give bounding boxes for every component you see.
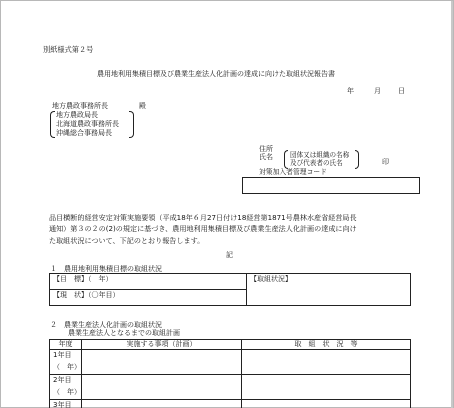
- status-cell[interactable]: 【取組状況】: [247, 274, 411, 306]
- section2-heading: ２ 農業生産法人化計画の取組状況: [50, 321, 162, 329]
- section1-heading: １ 農用地利用集積目標の取組状況: [50, 265, 162, 273]
- year-label: 3年目: [50, 400, 82, 408]
- date-year: 年: [347, 87, 354, 95]
- plan-cell[interactable]: [82, 350, 242, 375]
- left-bracket: [50, 111, 55, 138]
- year-sub-label: （ 年）: [50, 387, 82, 400]
- plan-cell[interactable]: [82, 400, 242, 408]
- body-paragraph: [49, 212, 437, 246]
- left-bracket: [284, 150, 288, 169]
- date-month: 月: [374, 87, 381, 95]
- status-cell[interactable]: [242, 350, 411, 375]
- year-sub-label: （ 年）: [50, 362, 82, 375]
- org-line: 団体又は組織の名称: [290, 151, 350, 159]
- organization-bracket: [284, 150, 359, 169]
- header-year: 年度: [50, 340, 82, 350]
- office-line: 地方農政局長: [56, 111, 98, 119]
- right-bracket: [355, 150, 359, 169]
- year-label: 1年目: [50, 350, 82, 363]
- year-label: 2年目: [50, 375, 82, 388]
- form-number: 別紙様式第２号: [43, 45, 94, 54]
- ki-heading: 記: [226, 251, 233, 259]
- section1-table: [49, 273, 411, 306]
- right-bracket: [129, 111, 134, 138]
- target-cell[interactable]: 【目 標】（ 年）: [50, 274, 247, 290]
- section2-subheading: 農業生産法人となるまでの取組計画: [68, 329, 180, 337]
- seal-mark: 印: [382, 158, 389, 166]
- office-line: 北海道農政事務所長: [56, 120, 119, 128]
- office-line: 沖縄総合事務局長: [56, 129, 112, 137]
- header-plan: 実施する事項（計画）: [82, 340, 242, 350]
- body-line: た取組状況について、下記のとおり報告します。: [49, 235, 205, 245]
- plan-cell[interactable]: [82, 375, 242, 400]
- addressee-label: 地方農政事務所長: [52, 102, 108, 110]
- document-title: 農用地利用集積目標及び農業生産法人化計画の達成に向けた取組状況報告書: [97, 70, 335, 78]
- member-code-label: 対策加入者管理コード: [259, 168, 327, 176]
- office-list-bracket: [50, 111, 134, 138]
- section2-table: [49, 339, 411, 408]
- status-cell[interactable]: [242, 400, 411, 408]
- member-code-field[interactable]: [242, 177, 420, 194]
- body-line: 品目横断的経営安定対策実施要領（平成18年６月27日付け18経営第1871号農林水産省経営局長: [49, 213, 357, 222]
- body-line: 通知）第３の２の(2)の規定に基づき、農用地利用集積目標及び農業生産法人化計画の達成に向け: [49, 224, 357, 234]
- current-cell[interactable]: 【現 状】（〇年目）: [50, 290, 247, 306]
- header-status: 取 組 状 況 等: [242, 340, 411, 350]
- status-cell[interactable]: [242, 375, 411, 400]
- address-label: 住所: [259, 145, 273, 153]
- addressee-suffix: 殿: [139, 102, 146, 110]
- date-day: 日: [398, 87, 405, 95]
- name-label: 氏名: [259, 153, 273, 161]
- org-line: 及び代表者の氏名: [290, 159, 343, 167]
- page-edge: [451, 1, 453, 408]
